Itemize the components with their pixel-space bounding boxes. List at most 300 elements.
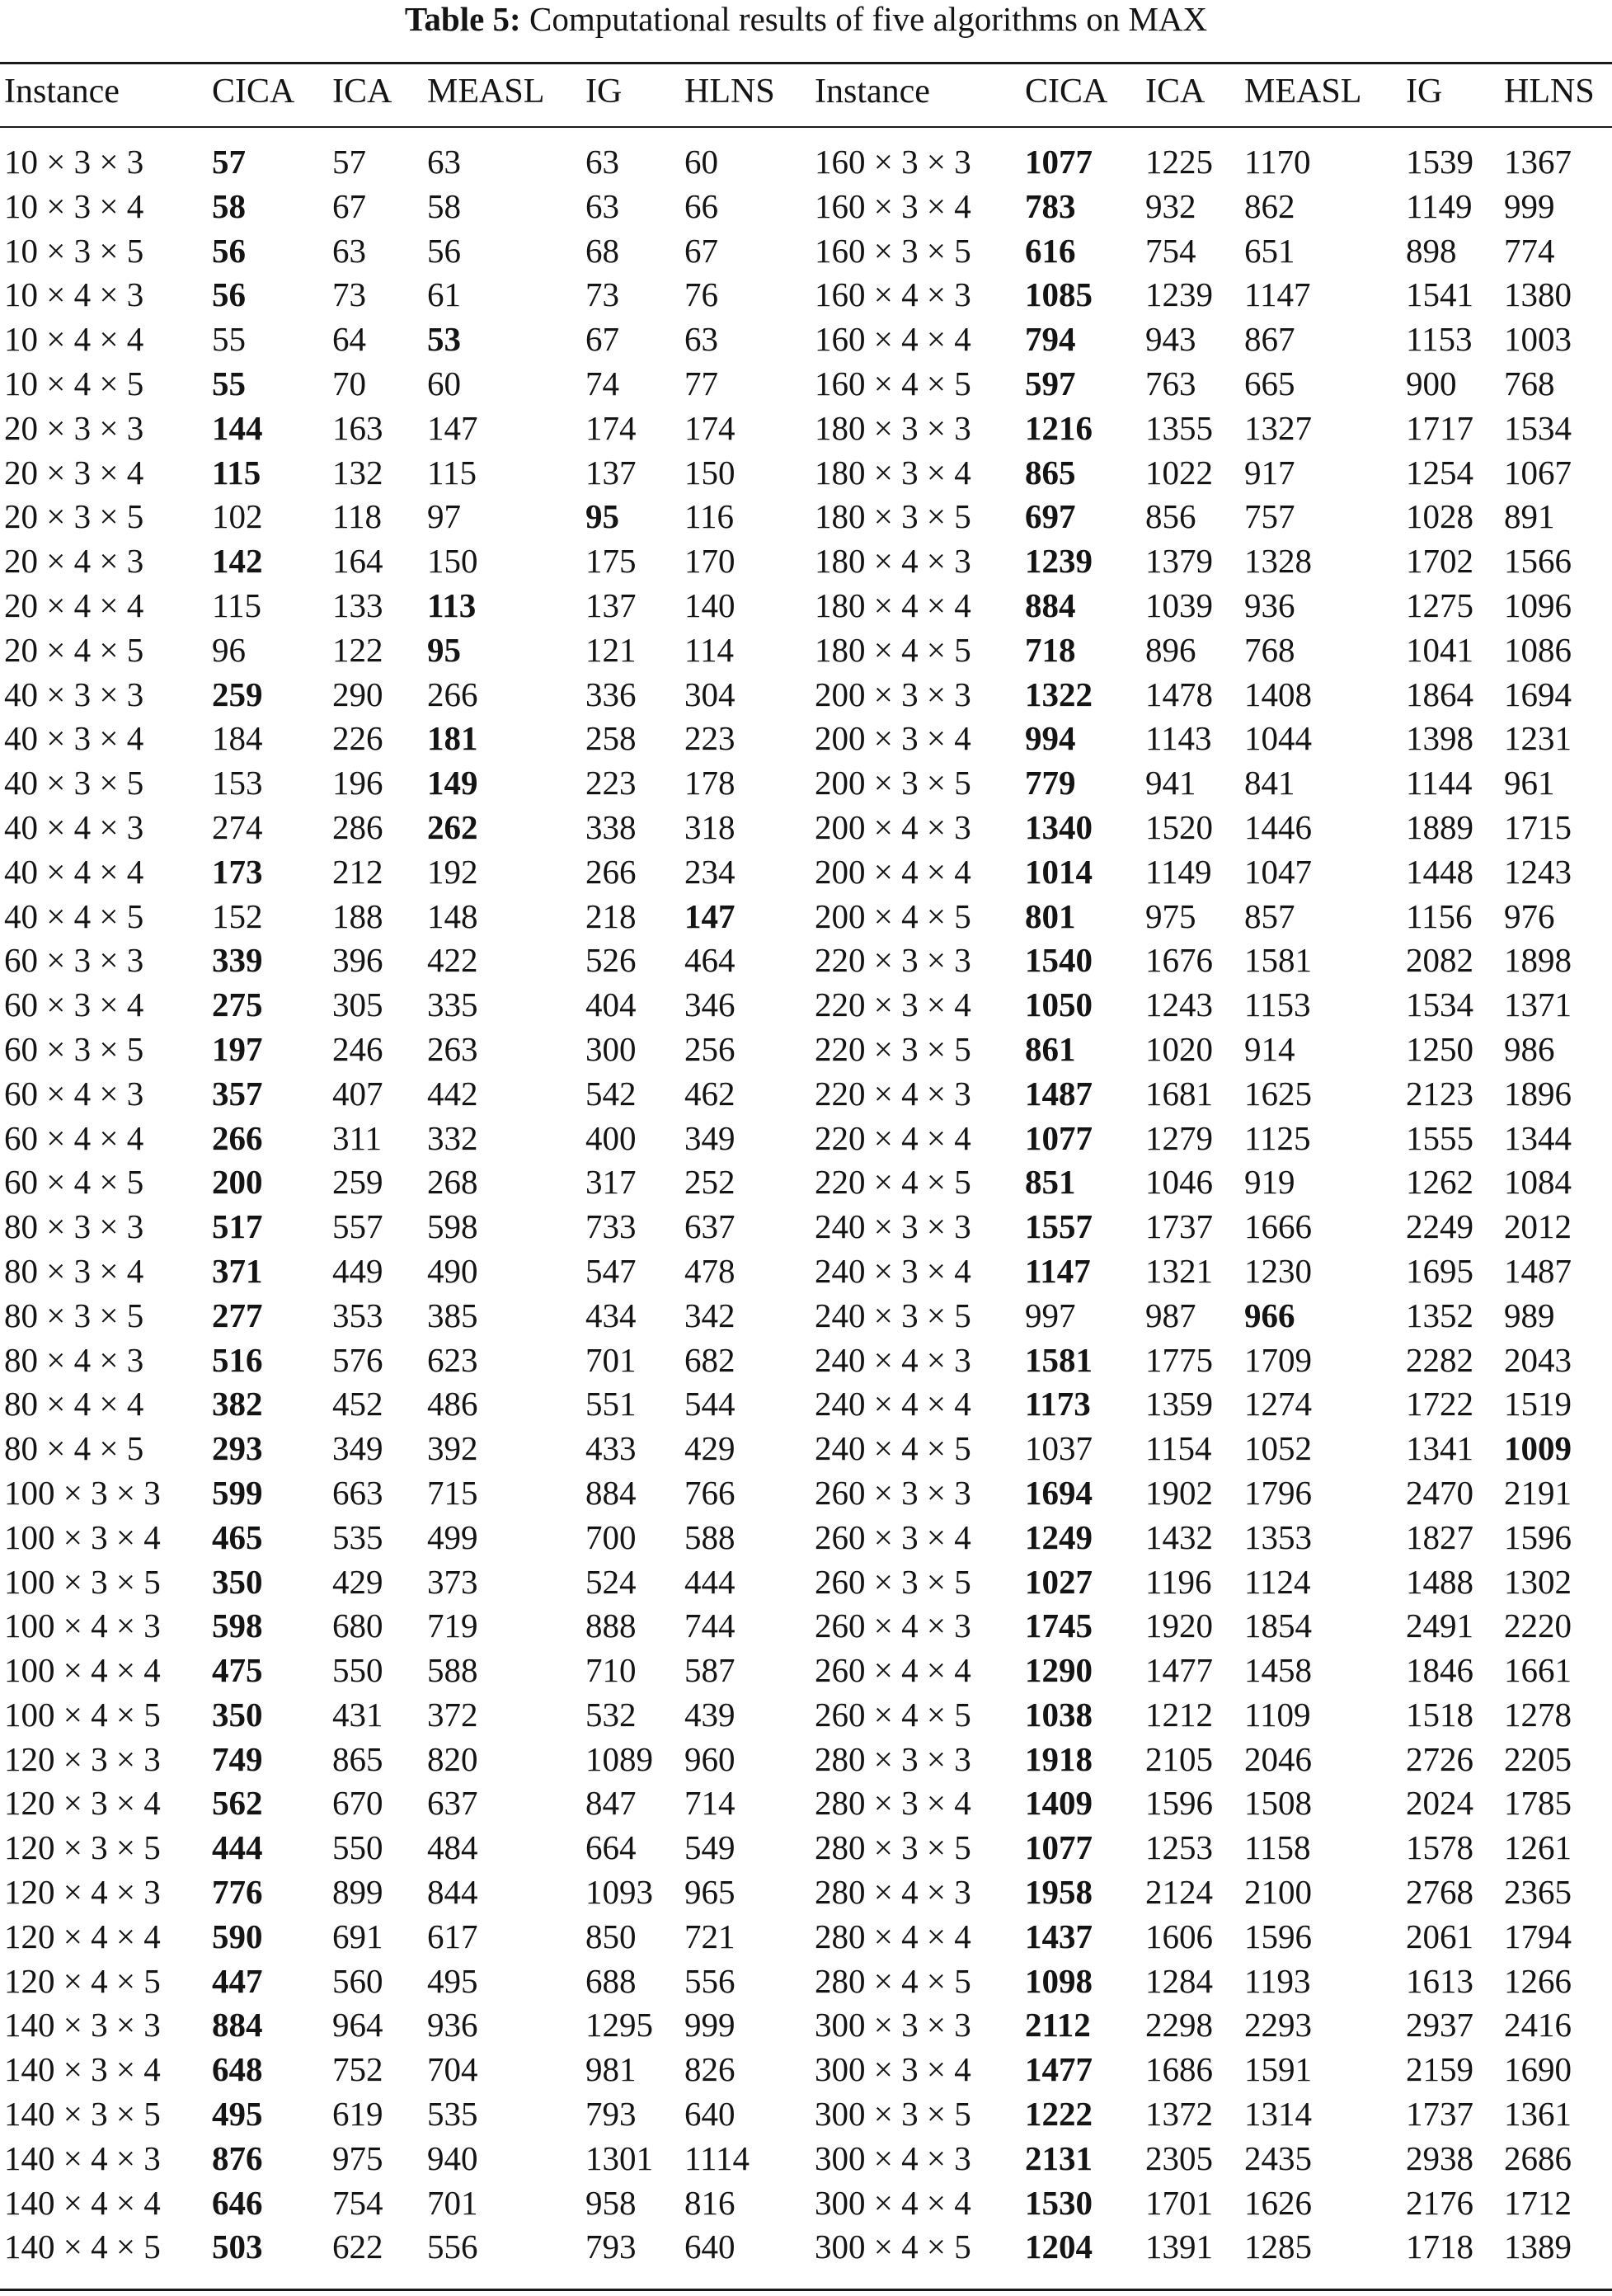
cell-ig-left: 95 — [585, 497, 619, 536]
cell-instance-right: 280 × 3 × 3 — [815, 1739, 971, 1778]
cell-ica-right: 943 — [1145, 320, 1196, 359]
cell-measl-left: 268 — [427, 1163, 478, 1202]
cell-hlns-left: 439 — [684, 1695, 736, 1734]
cell-instance-right: 220 × 4 × 3 — [815, 1074, 971, 1113]
cell-hlns-left: 170 — [684, 542, 736, 581]
cell-measl-left: 719 — [427, 1607, 478, 1645]
cell-cica-right: 1239 — [1025, 542, 1093, 581]
cell-instance-right: 300 × 3 × 3 — [815, 2006, 971, 2044]
cell-hlns-left: 174 — [684, 408, 736, 447]
cell-measl-left: 490 — [427, 1251, 478, 1290]
cell-hlns-left: 714 — [684, 1784, 736, 1823]
cell-hlns-left: 444 — [684, 1562, 736, 1601]
cell-ig-left: 710 — [585, 1651, 637, 1690]
cell-measl-right: 2293 — [1244, 2006, 1312, 2044]
cell-ig-left: 551 — [585, 1385, 637, 1423]
cell-ig-right: 1398 — [1406, 719, 1473, 758]
cell-ica-left: 619 — [332, 2095, 383, 2134]
cell-hlns-left: 66 — [684, 186, 718, 225]
cell-cica-right: 597 — [1025, 364, 1076, 402]
cell-ica-right: 1920 — [1145, 1607, 1213, 1645]
cell-instance-right: 180 × 3 × 5 — [815, 497, 971, 536]
cell-hlns-right: 1519 — [1504, 1385, 1572, 1423]
cell-ica-left: 286 — [332, 807, 383, 846]
cell-instance-left: 80 × 3 × 4 — [4, 1251, 144, 1290]
cell-measl-left: 940 — [427, 2138, 478, 2177]
cell-hlns-left: 464 — [684, 941, 736, 980]
cell-measl-right: 917 — [1244, 453, 1295, 492]
cell-instance-left: 10 × 3 × 5 — [4, 231, 144, 270]
cell-ica-left: 133 — [332, 586, 383, 624]
table-row — [0, 2137, 1612, 2181]
cell-hlns-left: 965 — [684, 1873, 736, 1912]
cell-measl-right: 936 — [1244, 586, 1295, 624]
table-row — [0, 628, 1612, 673]
cell-hlns-right: 1690 — [1504, 2050, 1572, 2089]
cell-ig-right: 2938 — [1406, 2138, 1473, 2177]
cell-hlns-right: 1302 — [1504, 1562, 1572, 1601]
cell-ig-left: 532 — [585, 1695, 637, 1734]
cell-cica-left: 350 — [212, 1695, 263, 1734]
cell-ica-left: 691 — [332, 1917, 383, 1955]
cell-measl-right: 2435 — [1244, 2138, 1312, 2177]
table-row — [0, 2225, 1612, 2270]
table-row — [0, 1028, 1612, 1072]
cell-ica-right: 1902 — [1145, 1473, 1213, 1512]
cell-measl-right: 1230 — [1244, 1251, 1312, 1290]
cell-hlns-right: 1794 — [1504, 1917, 1572, 1955]
cell-hlns-left: 640 — [684, 2095, 736, 2134]
cell-hlns-left: 76 — [684, 275, 718, 314]
cell-instance-left: 40 × 4 × 4 — [4, 852, 144, 891]
cell-cica-right: 1098 — [1025, 1961, 1093, 2000]
cell-cica-right: 616 — [1025, 231, 1076, 270]
header-cica-right: CICA — [1025, 73, 1108, 111]
cell-cica-right: 1487 — [1025, 1074, 1093, 1113]
cell-instance-right: 260 × 3 × 4 — [815, 1517, 971, 1556]
cell-instance-left: 40 × 3 × 5 — [4, 764, 144, 802]
cell-hlns-left: 816 — [684, 2183, 736, 2222]
cell-measl-right: 2100 — [1244, 1873, 1312, 1912]
cell-ig-right: 2061 — [1406, 1917, 1473, 1955]
cell-hlns-right: 1361 — [1504, 2095, 1572, 2134]
cell-ica-left: 964 — [332, 2006, 383, 2044]
cell-measl-left: 704 — [427, 2050, 478, 2089]
table-row — [0, 539, 1612, 584]
cell-instance-right: 220 × 3 × 5 — [815, 1029, 971, 1068]
cell-instance-right: 280 × 4 × 4 — [815, 1917, 971, 1955]
cell-hlns-left: 342 — [684, 1296, 736, 1334]
cell-hlns-right: 1898 — [1504, 941, 1572, 980]
cell-ig-left: 73 — [585, 275, 619, 314]
cell-ica-left: 188 — [332, 896, 383, 935]
cell-ica-right: 1359 — [1145, 1385, 1213, 1423]
cell-ica-right: 1039 — [1145, 586, 1213, 624]
cell-ica-right: 1477 — [1145, 1651, 1213, 1690]
table-row — [0, 318, 1612, 362]
cell-measl-left: 499 — [427, 1517, 478, 1556]
cell-measl-left: 715 — [427, 1473, 478, 1512]
cell-ig-left: 524 — [585, 1562, 637, 1601]
cell-instance-left: 60 × 3 × 5 — [4, 1029, 144, 1068]
cell-ig-right: 1555 — [1406, 1118, 1473, 1157]
cell-ig-left: 793 — [585, 2095, 637, 2134]
cell-instance-left: 20 × 3 × 3 — [4, 408, 144, 447]
cell-measl-left: 113 — [427, 586, 477, 624]
table-row — [0, 2048, 1612, 2092]
cell-ica-left: 64 — [332, 320, 366, 359]
cell-measl-right: 1285 — [1244, 2228, 1312, 2266]
cell-ig-right: 2082 — [1406, 941, 1473, 980]
cell-instance-right: 260 × 4 × 3 — [815, 1607, 971, 1645]
cell-ig-right: 1156 — [1406, 896, 1473, 935]
cell-instance-left: 100 × 4 × 5 — [4, 1695, 161, 1734]
cell-measl-right: 1109 — [1244, 1695, 1311, 1734]
cell-measl-right: 1147 — [1244, 275, 1311, 314]
cell-instance-right: 300 × 3 × 5 — [815, 2095, 971, 2134]
cell-ig-left: 847 — [585, 1784, 637, 1823]
cell-instance-right: 240 × 3 × 3 — [815, 1207, 971, 1246]
cell-ica-right: 1225 — [1145, 143, 1213, 181]
cell-measl-left: 588 — [427, 1651, 478, 1690]
header-ig-left: IG — [585, 73, 623, 111]
cell-ig-right: 1718 — [1406, 2228, 1473, 2266]
cell-measl-right: 919 — [1244, 1163, 1295, 1202]
cell-cica-left: 102 — [212, 497, 263, 536]
table-row — [0, 2181, 1612, 2226]
cell-instance-left: 10 × 3 × 4 — [4, 186, 144, 225]
cell-instance-right: 200 × 3 × 4 — [815, 719, 971, 758]
cell-ig-left: 1093 — [585, 1873, 653, 1912]
cell-hlns-left: 637 — [684, 1207, 736, 1246]
cell-hlns-left: 999 — [684, 2006, 736, 2044]
cell-hlns-right: 1534 — [1504, 408, 1572, 447]
cell-measl-right: 757 — [1244, 497, 1295, 536]
cell-instance-left: 60 × 3 × 4 — [4, 986, 144, 1024]
cell-cica-left: 58 — [212, 186, 246, 225]
cell-cica-right: 1050 — [1025, 986, 1093, 1024]
cell-cica-left: 884 — [212, 2006, 263, 2044]
cell-ig-right: 2282 — [1406, 1340, 1473, 1379]
cell-measl-right: 1625 — [1244, 1074, 1312, 1113]
cell-cica-left: 115 — [212, 453, 261, 492]
table-row — [0, 362, 1612, 407]
cell-cica-left: 648 — [212, 2050, 263, 2089]
cell-instance-left: 40 × 3 × 3 — [4, 675, 144, 713]
cell-ica-right: 1143 — [1145, 719, 1212, 758]
cell-instance-left: 10 × 4 × 3 — [4, 275, 144, 314]
cell-measl-left: 486 — [427, 1385, 478, 1423]
cell-ica-left: 163 — [332, 408, 383, 447]
cell-ig-right: 1534 — [1406, 986, 1473, 1024]
cell-measl-right: 768 — [1244, 630, 1295, 669]
cell-ig-left: 793 — [585, 2228, 637, 2266]
cell-hlns-right: 2220 — [1504, 1607, 1572, 1645]
cell-cica-left: 293 — [212, 1429, 263, 1468]
cell-ica-left: 353 — [332, 1296, 383, 1334]
cell-ig-right: 1250 — [1406, 1029, 1473, 1068]
cell-ig-right: 2123 — [1406, 1074, 1473, 1113]
cell-cica-left: 152 — [212, 896, 263, 935]
cell-measl-right: 1408 — [1244, 675, 1312, 713]
cell-measl-left: 58 — [427, 186, 461, 225]
cell-ig-left: 266 — [585, 852, 637, 891]
cell-measl-left: 701 — [427, 2183, 478, 2222]
cell-instance-left: 120 × 4 × 4 — [4, 1917, 161, 1955]
cell-hlns-left: 960 — [684, 1739, 736, 1778]
cell-instance-right: 260 × 3 × 3 — [815, 1473, 971, 1512]
cell-measl-right: 867 — [1244, 320, 1295, 359]
cell-hlns-left: 147 — [684, 896, 736, 935]
cell-ica-left: 752 — [332, 2050, 383, 2089]
cell-ig-right: 2249 — [1406, 1207, 1473, 1246]
cell-instance-right: 240 × 3 × 5 — [815, 1296, 971, 1334]
cell-cica-left: 444 — [212, 1828, 263, 1867]
cell-ig-left: 1301 — [585, 2138, 653, 2177]
cell-hlns-right: 2205 — [1504, 1739, 1572, 1778]
cell-instance-left: 60 × 4 × 3 — [4, 1074, 144, 1113]
cell-ig-left: 175 — [585, 542, 637, 581]
table-top-rule — [0, 62, 1612, 64]
cell-hlns-right: 1661 — [1504, 1651, 1572, 1690]
cell-ig-right: 1149 — [1406, 186, 1473, 225]
cell-instance-left: 140 × 4 × 4 — [4, 2183, 161, 2222]
cell-cica-right: 1745 — [1025, 1607, 1093, 1645]
cell-cica-right: 783 — [1025, 186, 1076, 225]
table-row — [0, 1382, 1612, 1427]
cell-cica-left: 371 — [212, 1251, 263, 1290]
cell-cica-left: 184 — [212, 719, 263, 758]
cell-instance-right: 200 × 4 × 5 — [815, 896, 971, 935]
cell-instance-left: 80 × 3 × 5 — [4, 1296, 144, 1334]
cell-measl-left: 63 — [427, 143, 461, 181]
cell-hlns-left: 223 — [684, 719, 736, 758]
cell-ig-left: 300 — [585, 1029, 637, 1068]
cell-ig-right: 1341 — [1406, 1429, 1473, 1468]
cell-ica-left: 550 — [332, 1828, 383, 1867]
cell-measl-left: 637 — [427, 1784, 478, 1823]
cell-instance-right: 300 × 3 × 4 — [815, 2050, 971, 2089]
table-row — [0, 407, 1612, 451]
cell-cica-right: 1530 — [1025, 2183, 1093, 2222]
cell-measl-right: 1591 — [1244, 2050, 1312, 2089]
table-body — [0, 140, 1612, 2270]
cell-instance-right: 240 × 4 × 4 — [815, 1385, 971, 1423]
cell-measl-left: 149 — [427, 764, 478, 802]
table-caption-label: Table 5: — [404, 0, 521, 38]
cell-hlns-right: 1371 — [1504, 986, 1572, 1024]
cell-measl-left: 484 — [427, 1828, 478, 1867]
cell-hlns-right: 1367 — [1504, 143, 1572, 181]
cell-measl-right: 1626 — [1244, 2183, 1312, 2222]
cell-ica-right: 1154 — [1145, 1429, 1212, 1468]
cell-instance-right: 220 × 3 × 3 — [815, 941, 971, 980]
cell-hlns-right: 1243 — [1504, 852, 1572, 891]
cell-ig-right: 1846 — [1406, 1651, 1473, 1690]
cell-ica-left: 975 — [332, 2138, 383, 2177]
cell-instance-left: 10 × 4 × 4 — [4, 320, 144, 359]
cell-instance-right: 160 × 4 × 3 — [815, 275, 971, 314]
cell-measl-right: 2046 — [1244, 1739, 1312, 1778]
cell-hlns-right: 1487 — [1504, 1251, 1572, 1290]
cell-instance-right: 300 × 4 × 5 — [815, 2228, 971, 2266]
cell-instance-right: 220 × 4 × 4 — [815, 1118, 971, 1157]
header-instance-right: Instance — [815, 73, 930, 111]
cell-ica-right: 754 — [1145, 231, 1196, 270]
cell-ig-left: 884 — [585, 1473, 637, 1512]
cell-hlns-left: 346 — [684, 986, 736, 1024]
table-row — [0, 1604, 1612, 1649]
cell-cica-left: 562 — [212, 1784, 263, 1823]
cell-measl-right: 841 — [1244, 764, 1295, 802]
cell-ica-left: 63 — [332, 231, 366, 270]
cell-ig-left: 1295 — [585, 2006, 653, 2044]
cell-ica-right: 1355 — [1145, 408, 1213, 447]
cell-cica-left: 56 — [212, 231, 246, 270]
cell-ig-right: 1518 — [1406, 1695, 1473, 1734]
cell-instance-left: 20 × 4 × 4 — [4, 586, 144, 624]
cell-instance-left: 80 × 3 × 3 — [4, 1207, 144, 1246]
cell-hlns-right: 1344 — [1504, 1118, 1572, 1157]
cell-instance-right: 260 × 3 × 5 — [815, 1562, 971, 1601]
table-row — [0, 495, 1612, 539]
cell-ica-right: 941 — [1145, 764, 1196, 802]
cell-measl-left: 262 — [427, 807, 478, 846]
cell-measl-left: 623 — [427, 1340, 478, 1379]
cell-instance-right: 260 × 4 × 4 — [815, 1651, 971, 1690]
cell-instance-right: 160 × 3 × 5 — [815, 231, 971, 270]
cell-measl-right: 1854 — [1244, 1607, 1312, 1645]
cell-ig-right: 1352 — [1406, 1296, 1473, 1334]
cell-ig-left: 336 — [585, 675, 637, 713]
cell-hlns-right: 768 — [1504, 364, 1555, 402]
cell-measl-right: 1274 — [1244, 1385, 1312, 1423]
cell-ig-left: 63 — [585, 143, 619, 181]
cell-hlns-right: 1712 — [1504, 2183, 1572, 2222]
cell-ica-right: 975 — [1145, 896, 1196, 935]
cell-cica-right: 997 — [1025, 1296, 1076, 1334]
cell-ica-left: 122 — [332, 630, 383, 669]
cell-hlns-left: 549 — [684, 1828, 736, 1867]
cell-hlns-right: 1261 — [1504, 1828, 1572, 1867]
cell-instance-right: 180 × 4 × 4 — [815, 586, 971, 624]
table-row — [0, 717, 1612, 761]
cell-hlns-right: 2416 — [1504, 2006, 1572, 2044]
cell-ica-left: 680 — [332, 1607, 383, 1645]
cell-instance-right: 220 × 4 × 5 — [815, 1163, 971, 1202]
cell-instance-right: 200 × 4 × 3 — [815, 807, 971, 846]
cell-ica-left: 429 — [332, 1562, 383, 1601]
cell-measl-left: 60 — [427, 364, 461, 402]
cell-ica-right: 1239 — [1145, 275, 1213, 314]
cell-ig-left: 434 — [585, 1296, 637, 1334]
cell-instance-left: 40 × 3 × 4 — [4, 719, 144, 758]
cell-ica-right: 856 — [1145, 497, 1196, 536]
cell-hlns-right: 2043 — [1504, 1340, 1572, 1379]
cell-ica-right: 1432 — [1145, 1517, 1213, 1556]
cell-measl-left: 392 — [427, 1429, 478, 1468]
cell-instance-right: 300 × 4 × 3 — [815, 2138, 971, 2177]
cell-cica-left: 776 — [212, 1873, 263, 1912]
cell-cica-left: 495 — [212, 2095, 263, 2134]
cell-instance-left: 120 × 4 × 5 — [4, 1961, 161, 2000]
table-row — [0, 1294, 1612, 1339]
cell-ig-right: 1254 — [1406, 453, 1473, 492]
cell-ig-right: 1613 — [1406, 1961, 1473, 2000]
cell-hlns-right: 774 — [1504, 231, 1555, 270]
cell-ig-right: 2159 — [1406, 2050, 1473, 2089]
cell-instance-left: 20 × 4 × 3 — [4, 542, 144, 581]
cell-cica-left: 96 — [212, 630, 246, 669]
cell-instance-right: 160 × 3 × 3 — [815, 143, 971, 181]
cell-measl-left: 97 — [427, 497, 461, 536]
cell-instance-left: 20 × 3 × 5 — [4, 497, 144, 536]
cell-ica-left: 246 — [332, 1029, 383, 1068]
table-row — [0, 1693, 1612, 1738]
cell-instance-left: 40 × 4 × 3 — [4, 807, 144, 846]
cell-measl-left: 115 — [427, 453, 477, 492]
table-row — [0, 1915, 1612, 1960]
cell-cica-right: 1918 — [1025, 1739, 1093, 1778]
cell-ica-right: 1321 — [1145, 1251, 1213, 1290]
cell-cica-right: 851 — [1025, 1163, 1076, 1202]
cell-ig-left: 958 — [585, 2183, 637, 2222]
cell-ig-left: 542 — [585, 1074, 637, 1113]
header-measl-right: MEASL — [1244, 73, 1362, 111]
cell-hlns-right: 961 — [1504, 764, 1555, 802]
cell-hlns-left: 721 — [684, 1917, 736, 1955]
cell-measl-right: 1353 — [1244, 1517, 1312, 1556]
cell-cica-left: 749 — [212, 1739, 263, 1778]
header-cica-left: CICA — [212, 73, 295, 111]
cell-instance-left: 80 × 4 × 3 — [4, 1340, 144, 1379]
table-header-row — [0, 66, 1612, 117]
cell-hlns-left: 150 — [684, 453, 736, 492]
cell-ig-left: 700 — [585, 1517, 637, 1556]
cell-measl-left: 422 — [427, 941, 478, 980]
cell-hlns-left: 640 — [684, 2228, 736, 2266]
cell-ig-right: 898 — [1406, 231, 1457, 270]
cell-ica-right: 1686 — [1145, 2050, 1213, 2089]
cell-ica-left: 196 — [332, 764, 383, 802]
cell-measl-left: 556 — [427, 2228, 478, 2266]
cell-hlns-left: 116 — [684, 497, 734, 536]
cell-instance-left: 100 × 3 × 4 — [4, 1517, 161, 1556]
cell-hlns-right: 986 — [1504, 1029, 1555, 1068]
table-row — [0, 1738, 1612, 1782]
cell-cica-right: 1958 — [1025, 1873, 1093, 1912]
header-measl-left: MEASL — [427, 73, 545, 111]
cell-cica-left: 598 — [212, 1607, 263, 1645]
cell-ig-right: 2768 — [1406, 1873, 1473, 1912]
cell-measl-left: 61 — [427, 275, 461, 314]
cell-ica-right: 1243 — [1145, 986, 1213, 1024]
table-row — [0, 1427, 1612, 1471]
cell-cica-left: 197 — [212, 1029, 263, 1068]
cell-measl-right: 966 — [1244, 1296, 1295, 1334]
cell-cica-left: 277 — [212, 1296, 263, 1334]
cell-cica-left: 599 — [212, 1473, 263, 1512]
table-row — [0, 1870, 1612, 1915]
cell-ica-right: 2298 — [1145, 2006, 1213, 2044]
cell-ig-left: 526 — [585, 941, 637, 980]
cell-ica-left: 57 — [332, 143, 366, 181]
cell-ig-right: 1144 — [1406, 764, 1473, 802]
cell-ig-left: 67 — [585, 320, 619, 359]
table-row — [0, 451, 1612, 496]
cell-hlns-right: 989 — [1504, 1296, 1555, 1334]
cell-measl-right: 914 — [1244, 1029, 1295, 1068]
